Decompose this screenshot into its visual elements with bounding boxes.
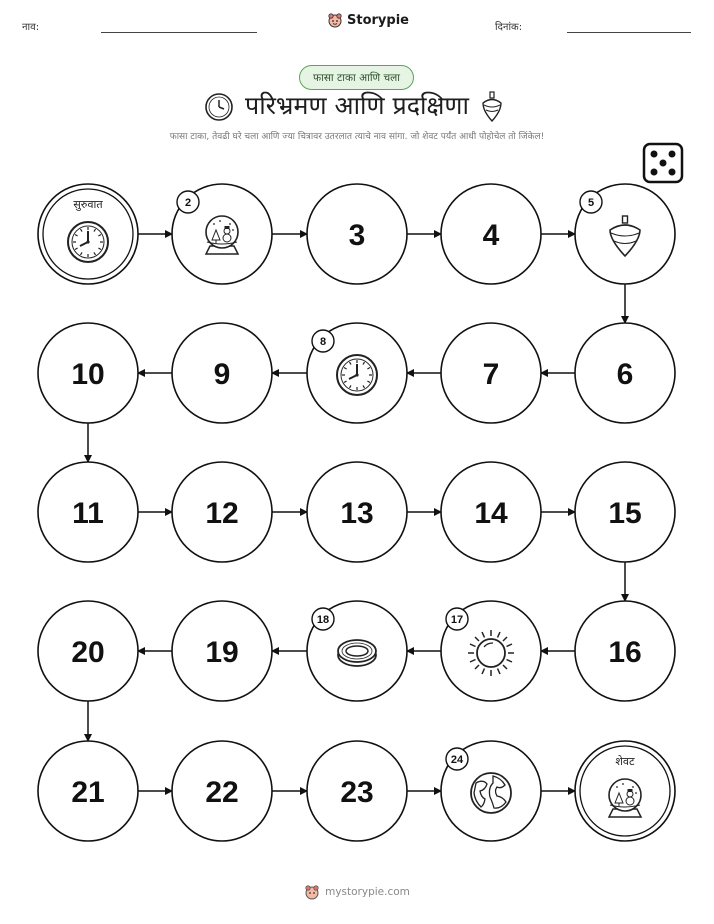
board-cell-13[interactable] bbox=[307, 462, 407, 562]
clock-icon bbox=[337, 355, 377, 395]
cell-number: 12 bbox=[205, 497, 239, 530]
board-cell-1[interactable] bbox=[38, 184, 138, 284]
board-cell-16[interactable] bbox=[575, 601, 675, 701]
footer bbox=[0, 884, 714, 900]
board-cell-15[interactable] bbox=[575, 462, 675, 562]
board-cell-2[interactable] bbox=[172, 184, 272, 284]
cell-number: 24 bbox=[450, 754, 464, 766]
snow-globe-icon bbox=[609, 779, 641, 817]
cell-number: 7 bbox=[482, 358, 500, 391]
board-cell-10[interactable] bbox=[38, 323, 138, 423]
cell-number: 11 bbox=[72, 497, 104, 530]
cell-number: 8 bbox=[319, 336, 327, 348]
board-cell-6[interactable] bbox=[575, 323, 675, 423]
board-cell-3[interactable] bbox=[307, 184, 407, 284]
board-cell-9[interactable] bbox=[172, 323, 272, 423]
cell-number: 14 bbox=[474, 497, 508, 530]
instructions: फासा टाका, तेवढी घरे चला आणि ज्या चित्रावर उतरलात त्याचे नाव सांगा. जो शेवट पर्यंत आधी पोहोचेल तो जिंकेल! bbox=[169, 132, 545, 142]
board-cell-11[interactable] bbox=[38, 462, 138, 562]
earth-globe-icon bbox=[471, 773, 511, 813]
cell-number: 5 bbox=[587, 197, 595, 209]
board-cell-17[interactable] bbox=[441, 601, 541, 701]
cell-number: 16 bbox=[608, 636, 642, 669]
cell-number: 18 bbox=[316, 614, 330, 626]
page-title: परिभ्रमण आणि प्रदक्षिणा bbox=[245, 91, 469, 120]
date-label: दिनांक: bbox=[495, 22, 523, 33]
cell-number: 22 bbox=[205, 776, 239, 809]
start-label: सुरुवात bbox=[73, 198, 103, 211]
board-cell-18[interactable] bbox=[307, 601, 407, 701]
board-cell-4[interactable] bbox=[441, 184, 541, 284]
cell-number: 10 bbox=[71, 358, 105, 391]
board-cell-5[interactable] bbox=[575, 184, 675, 284]
name-label: नाव: bbox=[22, 22, 40, 33]
cell-number: 19 bbox=[205, 636, 239, 669]
cell-number: 2 bbox=[184, 197, 192, 209]
end-label: शेवट bbox=[615, 755, 635, 768]
cell-number: 15 bbox=[608, 497, 642, 530]
clock-icon bbox=[68, 222, 108, 262]
cell-number: 9 bbox=[213, 358, 231, 391]
cell-number: 13 bbox=[340, 497, 374, 530]
cell-number: 21 bbox=[71, 776, 105, 809]
brand-name: Storypie bbox=[347, 12, 409, 28]
board-cell-7[interactable] bbox=[441, 323, 541, 423]
cell-number: 6 bbox=[616, 358, 634, 391]
board-cell-20[interactable] bbox=[38, 601, 138, 701]
cell-number: 23 bbox=[340, 776, 374, 809]
snow-globe-icon bbox=[206, 216, 238, 254]
board-cell-14[interactable] bbox=[441, 462, 541, 562]
cell-number: 20 bbox=[71, 636, 105, 669]
footer-url[interactable]: mystorypie.com bbox=[325, 886, 410, 898]
board-cell-19[interactable] bbox=[172, 601, 272, 701]
cell-number: 3 bbox=[348, 219, 366, 252]
board-cell-25[interactable] bbox=[575, 741, 675, 841]
board-cell-8[interactable] bbox=[307, 323, 407, 423]
activity-badge: फासा टाका आणि चला bbox=[299, 65, 414, 90]
cell-number: 17 bbox=[450, 614, 464, 626]
board-cell-12[interactable] bbox=[172, 462, 272, 562]
board-cell-22[interactable] bbox=[172, 741, 272, 841]
board-cell-23[interactable] bbox=[307, 741, 407, 841]
board-cell-21[interactable] bbox=[38, 741, 138, 841]
storypie-mascot-icon bbox=[304, 884, 320, 900]
ring-icon bbox=[338, 640, 376, 666]
board-cell-24[interactable] bbox=[441, 741, 541, 841]
cell-number: 4 bbox=[482, 219, 500, 252]
